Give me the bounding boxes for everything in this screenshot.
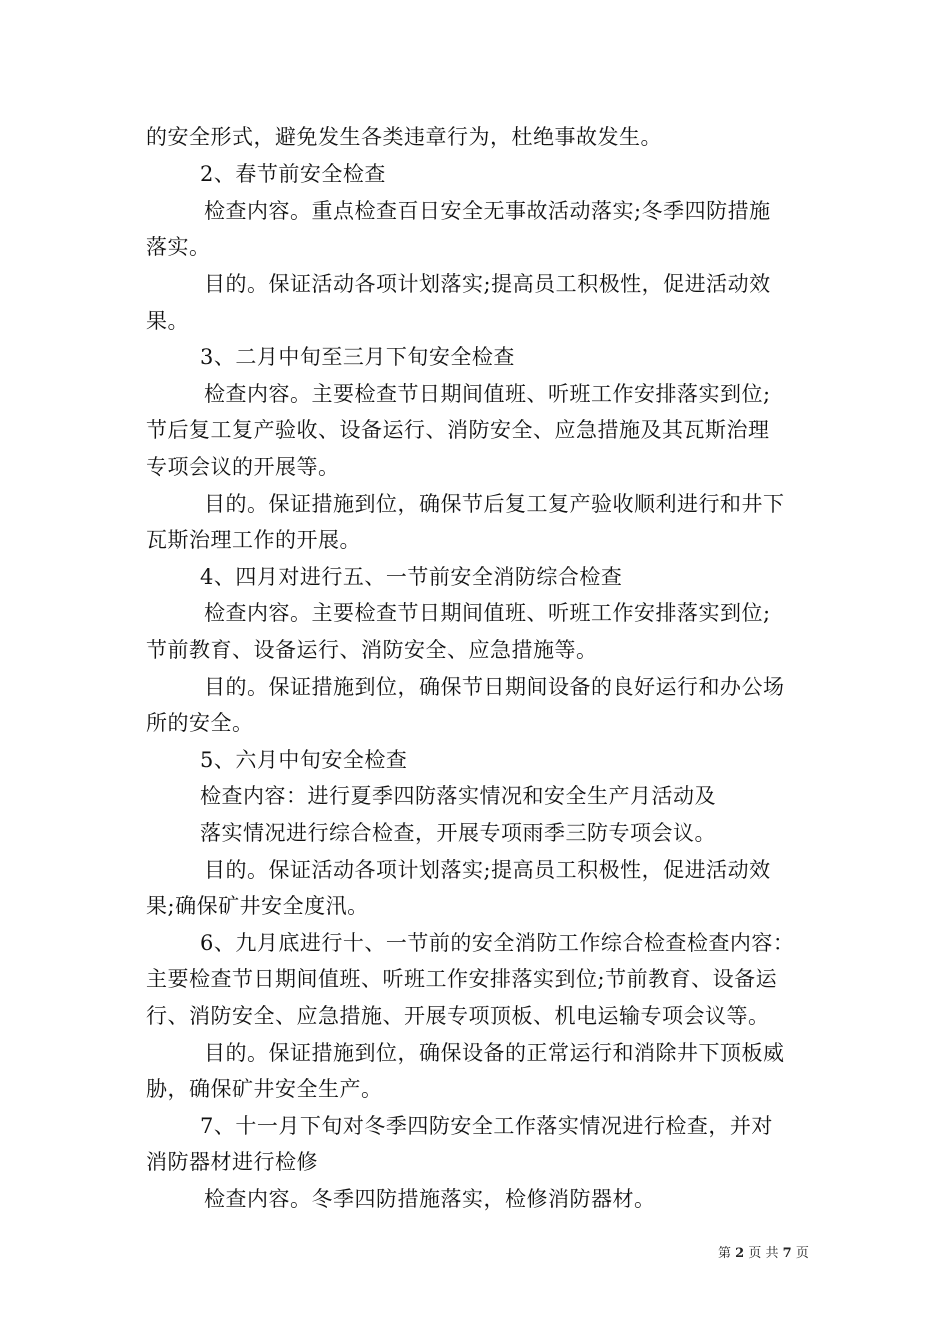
- section-heading-7: 7、十一月下旬对冬季四防安全工作落实情况进行检查，并对: [200, 1114, 773, 1138]
- page-number: [718, 1245, 809, 1263]
- page-number-middle: 页 共: [748, 1246, 779, 1261]
- text-line: 落实情况进行综合检查，开展专项雨季三防专项会议。: [200, 821, 716, 845]
- text-line: 目的。保证措施到位，确保节后复工复产验收顺利进行和井下: [204, 492, 785, 516]
- text-line: 主要检查节日期间值班、听班工作安排落实到位;节前教育、设备运: [146, 967, 778, 991]
- text-line: 目的。保证措施到位，确保节日期间设备的良好运行和办公场: [204, 675, 785, 699]
- text-line: 检查内容：进行夏季四防落实情况和安全生产月活动及: [200, 784, 716, 808]
- text-line: 目的。保证活动各项计划落实;提高员工积极性，促进活动效: [204, 272, 771, 296]
- text-line: 目的。保证活动各项计划落实;提高员工积极性，促进活动效: [204, 858, 771, 882]
- page-number-total: 7: [782, 1246, 792, 1261]
- text-line: 瓦斯治理工作的开展。: [146, 528, 361, 552]
- text-line: 检查内容。主要检查节日期间值班、听班工作安排落实到位;: [204, 601, 771, 625]
- section-heading-4: 4、四月对进行五、一节前安全消防综合检查: [200, 565, 623, 589]
- text-line: 的安全形式，避免发生各类违章行为，杜绝事故发生。: [146, 125, 662, 149]
- text-line: 消防器材进行检修: [146, 1150, 318, 1174]
- text-line: 果;确保矿井安全度汛。: [146, 894, 369, 918]
- text-line: 所的安全。: [146, 711, 254, 735]
- text-line: 节前教育、设备运行、消防安全、应急措施等。: [146, 638, 598, 662]
- section-heading-5: 5、六月中旬安全检查: [200, 748, 408, 772]
- page-number-suffix: 页: [795, 1246, 809, 1261]
- section-heading-3: 3、二月中旬至三月下旬安全检查: [200, 345, 515, 369]
- section-heading-2: 2、春节前安全检查: [200, 162, 386, 186]
- text-line: 专项会议的开展等。: [146, 455, 340, 479]
- text-line: 检查内容。冬季四防措施落实，检修消防器材。: [204, 1187, 656, 1211]
- text-line: 节后复工复产验收、设备运行、消防安全、应急措施及其瓦斯治理: [146, 418, 770, 442]
- text-line: 落实。: [146, 235, 211, 259]
- section-heading-6: 6、九月底进行十、一节前的安全消防工作综合检查检查内容：: [200, 931, 795, 955]
- text-line: 目的。保证措施到位，确保设备的正常运行和消除井下顶板威: [204, 1041, 785, 1065]
- text-line: 检查内容。重点检查百日安全无事故活动落实;冬季四防措施: [204, 199, 771, 223]
- text-line: 果。: [146, 309, 189, 333]
- text-line: 行、消防安全、应急措施、开展专项顶板、机电运输专项会议等。: [146, 1004, 770, 1028]
- page-number-current: 2: [735, 1246, 745, 1261]
- page-number-prefix: 第: [718, 1246, 732, 1261]
- text-line: 检查内容。主要检查节日期间值班、听班工作安排落实到位;: [204, 382, 771, 406]
- text-line: 胁，确保矿井安全生产。: [146, 1077, 383, 1101]
